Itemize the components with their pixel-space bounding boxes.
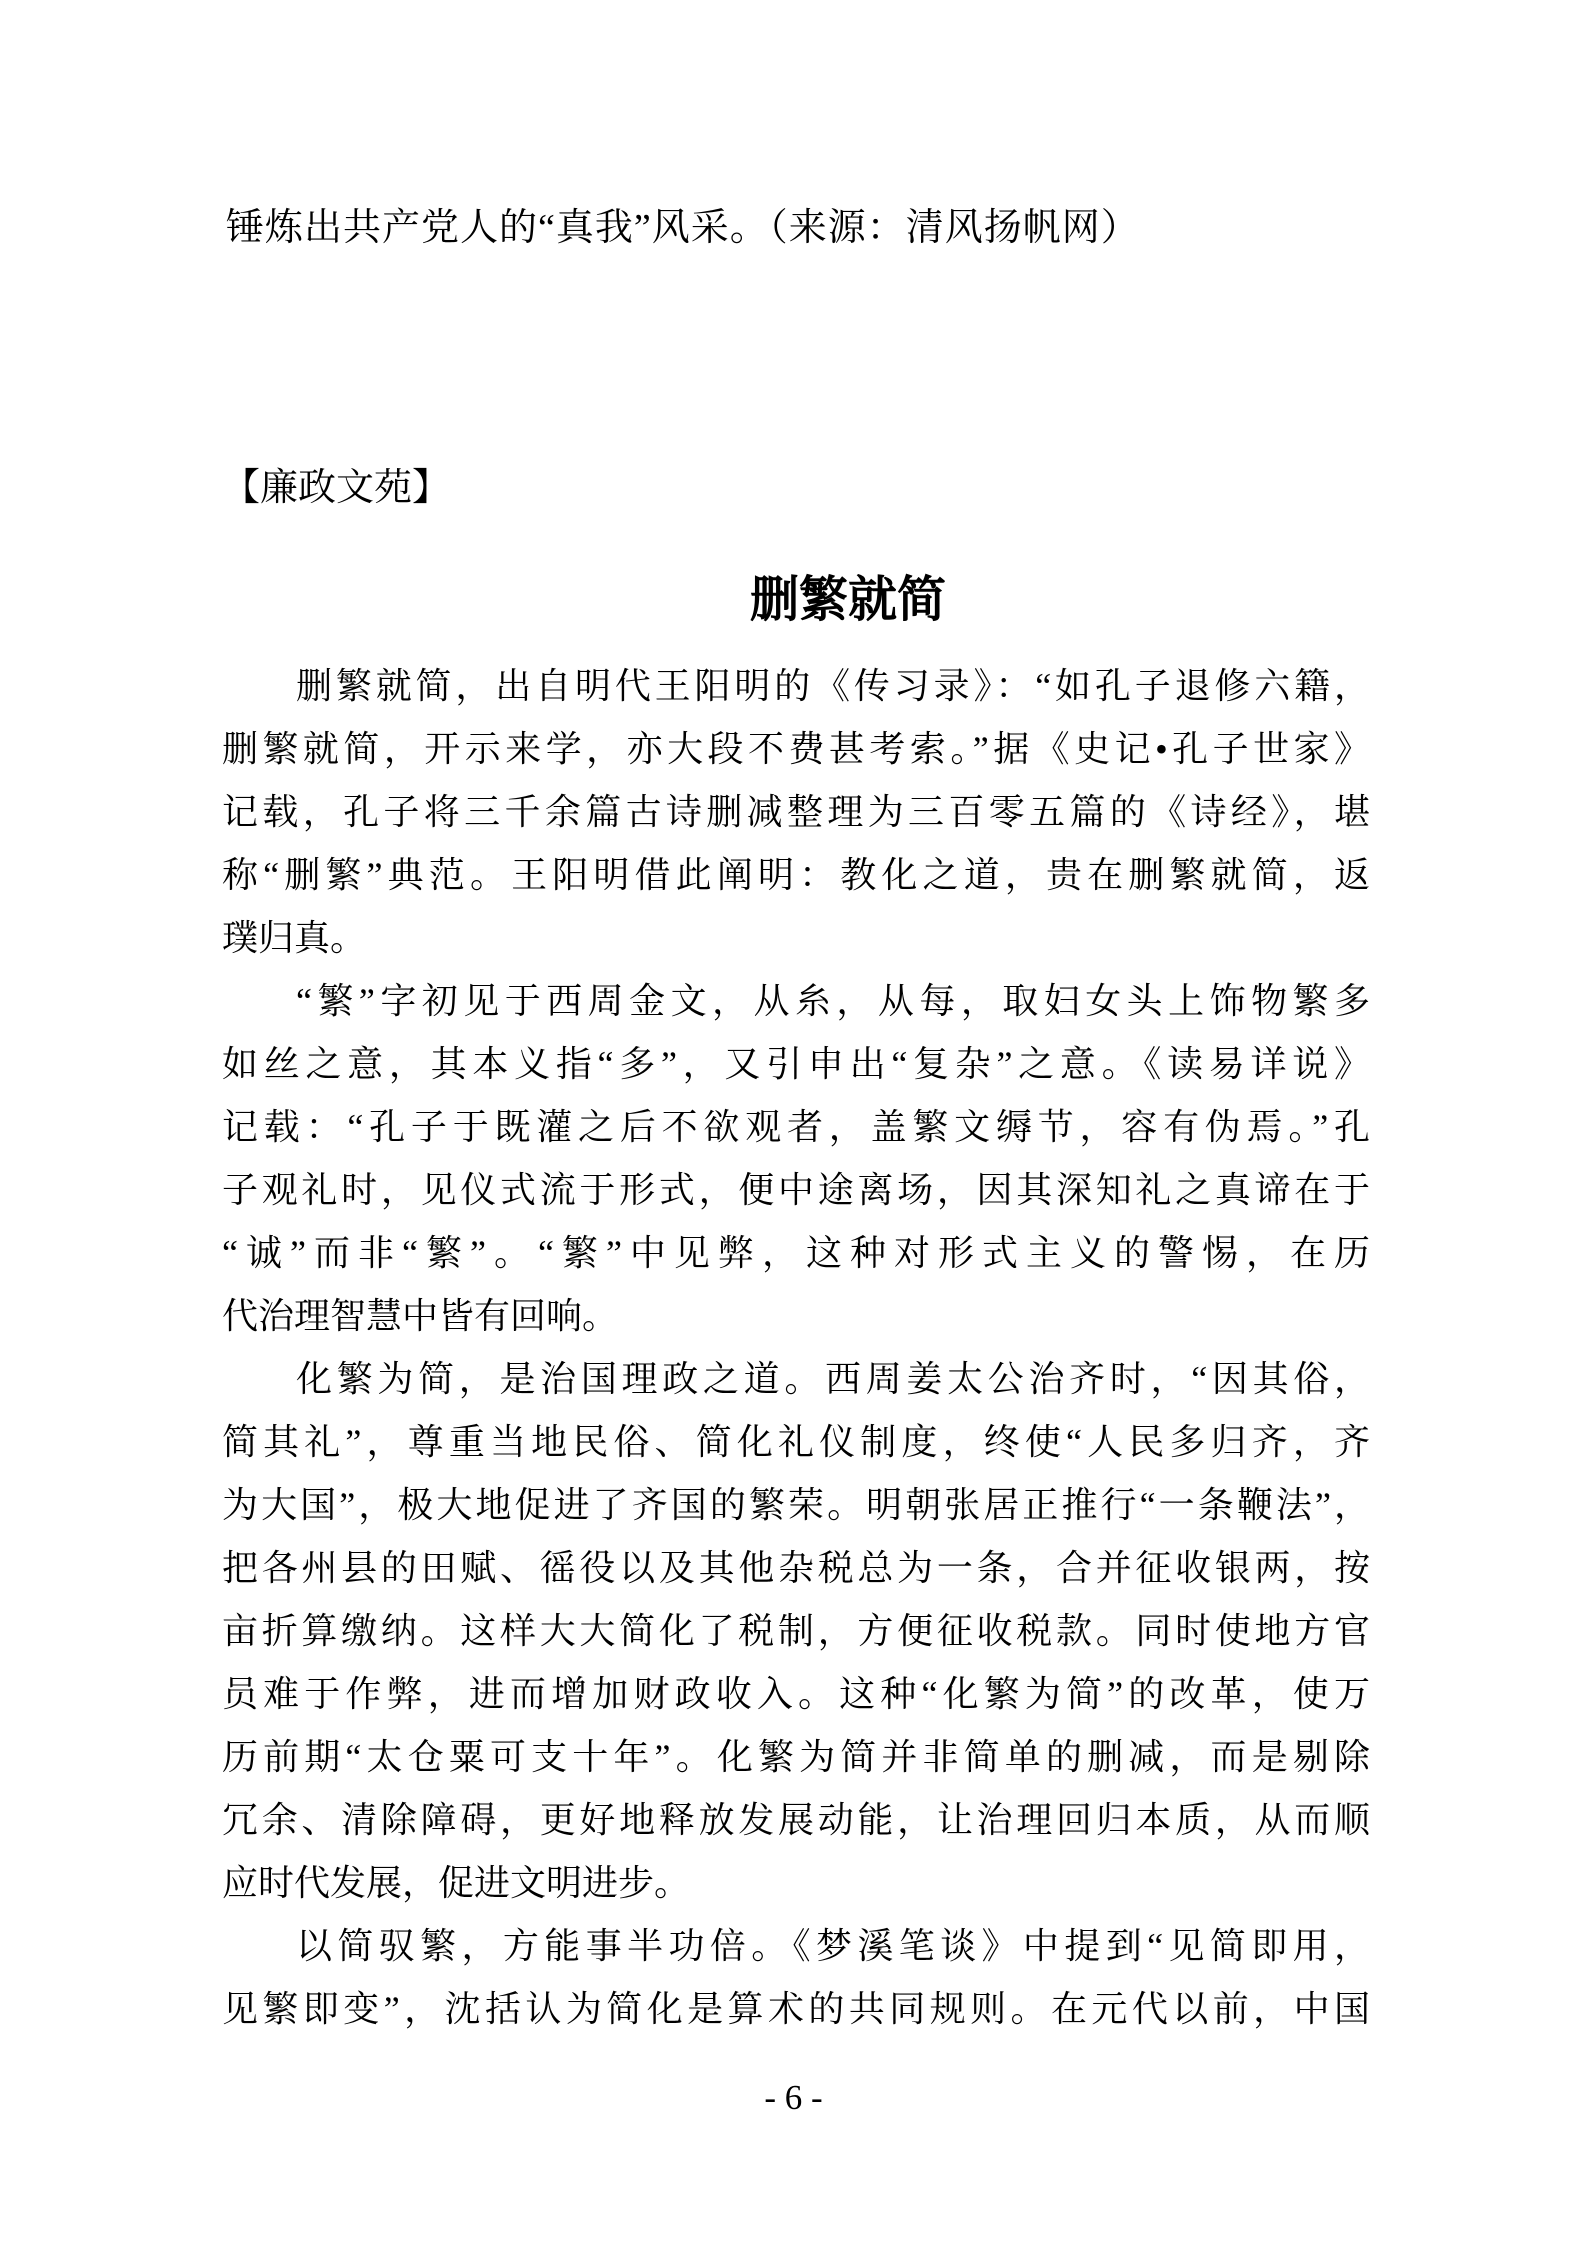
body-line: “诚”而非“繁”。“繁”中见弊，这种对形式主义的警惕，在历 (222, 1233, 1370, 1273)
body-line: 员难于作弊，进而增加财政收入。这种“化繁为简”的改革，使万 (222, 1674, 1370, 1714)
body-line: 为大国”，极大地促进了齐国的繁荣。明朝张居正推行“一条鞭法”， (222, 1485, 1370, 1525)
body-line: 见繁即变”，沈括认为简化是算术的共同规则。在元代以前，中国 (222, 1989, 1370, 2029)
body-line: 璞归真。 (222, 918, 367, 958)
body-line: 如丝之意，其本义指“多”，又引申出“复杂”之意。《读易详说》 (222, 1044, 1370, 1084)
body-line: 亩折算缴纳。这样大大简化了税制，方便征收税款。同时使地方官 (222, 1611, 1370, 1651)
body-line: 简其礼”，尊重当地民俗、简化礼仪制度，终使“人民多归齐，齐 (222, 1422, 1370, 1462)
body-line: 称“删繁”典范。王阳明借此阐明：教化之道，贵在删繁就简，返 (222, 855, 1370, 895)
body-line: 删繁就简，开示来学，亦大段不费甚考索。”据《史记•孔子世家》 (222, 729, 1370, 769)
body-line: 记载，孔子将三千余篇古诗删减整理为三百零五篇的《诗经》，堪 (222, 792, 1370, 832)
body-line: 子观礼时，见仪式流于形式，便中途离场，因其深知礼之真谛在于 (222, 1170, 1370, 1210)
article-title: 删繁就简 (749, 572, 946, 627)
body-line: 以简驭繁，方能事半功倍。《梦溪笔谈》中提到“见简即用， (296, 1926, 1370, 1966)
body-line: 记载：“孔子于既灌之后不欲观者，盖繁文缛节，容有伪焉。”孔 (222, 1107, 1370, 1147)
body-line: “繁”字初见于西周金文，从糸，从每，取妇女头上饰物繁多 (296, 981, 1370, 1021)
body-line: 历前期“太仓粟可支十年”。化繁为简并非简单的删减，而是剔除 (222, 1737, 1370, 1777)
page-number: - 6 - (764, 2078, 823, 2117)
body-line: 删繁就简，出自明代王阳明的《传习录》：“如孔子退修六籍， (296, 666, 1370, 706)
body-line: 化繁为简，是治国理政之道。西周姜太公治齐时，“因其俗， (296, 1359, 1370, 1399)
body-line: 代治理智慧中皆有回响。 (222, 1296, 619, 1336)
article-body (222, 655, 1370, 2041)
body-line: 应时代发展，促进文明进步。 (222, 1863, 691, 1903)
section-header: 【廉政文苑】 (222, 467, 451, 509)
source-attribution-line: 锤炼出共产党人的“真我”风采。（来源：清风扬帆网） (226, 207, 1140, 249)
body-line: 把各州县的田赋、徭役以及其他杂税总为一条，合并征收银两，按 (222, 1548, 1370, 1588)
body-line: 冗余、清除障碍，更好地释放发展动能，让治理回归本质，从而顺 (222, 1800, 1370, 1840)
